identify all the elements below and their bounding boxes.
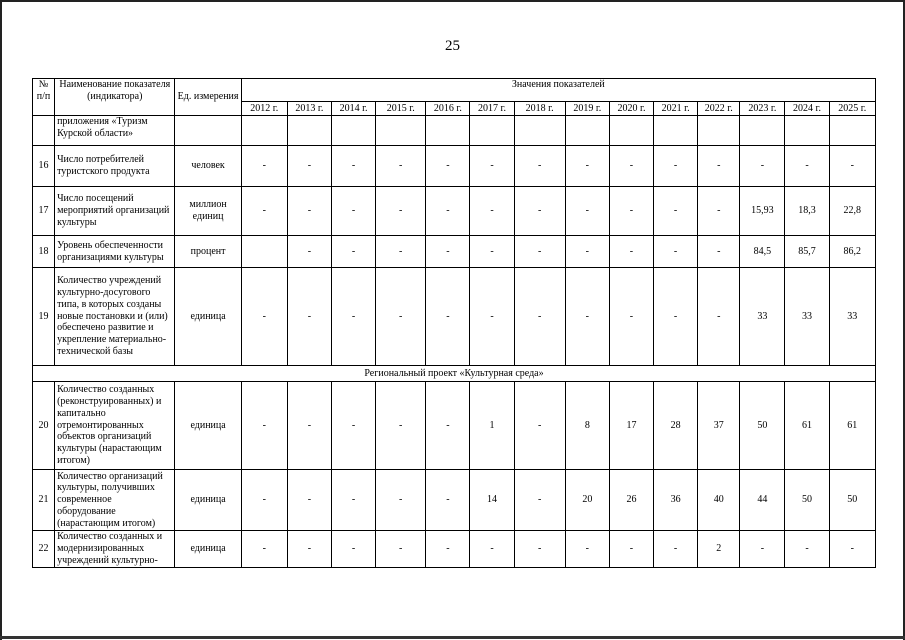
table-row	[33, 382, 876, 470]
table-row	[33, 236, 876, 268]
value-cell: 20	[565, 470, 609, 531]
indicator-name-cell: Количество учреждений культурно-досугового типа, в которых созданы новые постановки и (или) обеспечено развитие и укрепление материально-технической базы	[55, 268, 175, 366]
value-cell: -	[241, 382, 287, 470]
year-header-cell: 2015 г.	[376, 102, 426, 116]
value-cell: 61	[829, 382, 875, 470]
value-cell: -	[470, 146, 514, 187]
scan-edge-bottom	[0, 636, 905, 639]
year-header-cell: 2017 г.	[470, 102, 514, 116]
value-cell: -	[514, 531, 565, 568]
value-cell: 50	[785, 470, 829, 531]
table-row	[33, 187, 876, 236]
row-no-cell: 21	[33, 470, 55, 531]
value-cell: -	[331, 268, 375, 366]
value-cell: 8	[565, 382, 609, 470]
value-cell: 26	[609, 470, 653, 531]
value-cell: -	[426, 236, 470, 268]
value-cell: -	[698, 146, 740, 187]
value-cell: 22,8	[829, 187, 875, 236]
value-cell: -	[331, 470, 375, 531]
value-cell: -	[287, 382, 331, 470]
value-cell: -	[785, 146, 829, 187]
unit-cell: единица	[175, 382, 241, 470]
page-number: 25	[445, 38, 460, 54]
value-cell: -	[376, 236, 426, 268]
value-cell: -	[376, 470, 426, 531]
value-cell: 18,3	[785, 187, 829, 236]
unit-cell: процент	[175, 236, 241, 268]
value-cell: -	[609, 146, 653, 187]
row-no-cell: 19	[33, 268, 55, 366]
value-cell: -	[609, 187, 653, 236]
value-cell: 33	[785, 268, 829, 366]
value-cell: -	[514, 268, 565, 366]
value-cell: -	[376, 146, 426, 187]
year-header-cell: 2024 г.	[785, 102, 829, 116]
value-cell: -	[287, 187, 331, 236]
value-cell: 14	[470, 470, 514, 531]
value-cell: 40	[698, 470, 740, 531]
value-cell: -	[426, 531, 470, 568]
row-no-cell: 22	[33, 531, 55, 568]
table-body	[33, 116, 876, 568]
header-indicator: Наименование показателя (индикатора)	[55, 79, 175, 116]
value-cell: 50	[740, 382, 785, 470]
value-cell: -	[331, 531, 375, 568]
indicator-name-cell: приложения «Туризм Курской области»	[55, 116, 175, 146]
value-cell: -	[376, 187, 426, 236]
value-cell: -	[287, 531, 331, 568]
value-cell: 44	[740, 470, 785, 531]
value-cell: -	[376, 531, 426, 568]
value-cell: 17	[609, 382, 653, 470]
table-row	[33, 146, 876, 187]
scan-edge-left	[0, 0, 2, 640]
value-cell: -	[514, 382, 565, 470]
value-cell: -	[426, 146, 470, 187]
section-row	[33, 366, 876, 382]
row-no-cell: 20	[33, 382, 55, 470]
value-cell: -	[609, 236, 653, 268]
year-header-cell: 2025 г.	[829, 102, 875, 116]
value-cell: -	[470, 236, 514, 268]
table-row	[33, 268, 876, 366]
value-cell: -	[287, 236, 331, 268]
value-cell: 36	[654, 470, 698, 531]
year-header-cell: 2019 г.	[565, 102, 609, 116]
value-cell: -	[514, 470, 565, 531]
value-cell: -	[514, 146, 565, 187]
value-cell: -	[565, 187, 609, 236]
value-cell: 37	[698, 382, 740, 470]
value-cell: -	[514, 187, 565, 236]
unit-cell: единица	[175, 531, 241, 568]
value-cell: -	[654, 236, 698, 268]
indicator-name-cell: Количество созданных и модернизированных учреждений культурно-	[55, 531, 175, 568]
value-cell: -	[241, 146, 287, 187]
value-cell: -	[241, 531, 287, 568]
value-cell: 33	[829, 268, 875, 366]
header-unit: Ед. измерения	[175, 79, 241, 116]
section-title: Региональный проект «Культурная среда»	[33, 366, 876, 382]
value-cell: -	[698, 236, 740, 268]
year-header-cell: 2013 г.	[287, 102, 331, 116]
value-cell: 28	[654, 382, 698, 470]
value-cell: -	[654, 531, 698, 568]
value-cell: -	[470, 268, 514, 366]
value-cell: 1	[470, 382, 514, 470]
row-no-cell: 16	[33, 146, 55, 187]
indicator-name-cell: Число посещений мероприятий организаций культуры	[55, 187, 175, 236]
unit-cell: единица	[175, 268, 241, 366]
value-cell: -	[698, 187, 740, 236]
year-header-cell: 2023 г.	[740, 102, 785, 116]
value-cell: -	[241, 268, 287, 366]
value-cell: -	[287, 146, 331, 187]
value-cell: -	[376, 268, 426, 366]
indicator-name-cell: Количество созданных (реконструированных) и капитально отремонтированных объектов организаций культуры (нарастающим итогом)	[55, 382, 175, 470]
year-header-cell: 2012 г.	[241, 102, 287, 116]
continuation-row	[33, 116, 876, 146]
value-cell: -	[376, 382, 426, 470]
value-cell: -	[829, 146, 875, 187]
value-cell: -	[470, 531, 514, 568]
value-cell: -	[740, 531, 785, 568]
year-header-cell: 2016 г.	[426, 102, 470, 116]
header-row-top	[33, 79, 876, 102]
row-no-cell	[33, 116, 55, 146]
value-cell: 50	[829, 470, 875, 531]
value-cell: 15,93	[740, 187, 785, 236]
value-cell: -	[287, 268, 331, 366]
value-cell: -	[470, 187, 514, 236]
value-cell: -	[426, 187, 470, 236]
value-cell: -	[654, 268, 698, 366]
value-cell: -	[609, 531, 653, 568]
value-cell: -	[426, 382, 470, 470]
value-cell: -	[740, 146, 785, 187]
unit-cell: человек	[175, 146, 241, 187]
value-cell: -	[426, 470, 470, 531]
year-header-cell: 2021 г.	[654, 102, 698, 116]
table-row	[33, 470, 876, 531]
indicator-name-cell: Количество организаций культуры, получивших современное оборудование (нарастающим итогом)	[55, 470, 175, 531]
year-header-cell: 2014 г.	[331, 102, 375, 116]
value-cell: 86,2	[829, 236, 875, 268]
value-cell: -	[241, 187, 287, 236]
year-header-cell: 2018 г.	[514, 102, 565, 116]
row-no-cell: 17	[33, 187, 55, 236]
header-no: № п/п	[33, 79, 55, 116]
indicators-table	[32, 78, 876, 568]
table-row	[33, 531, 876, 568]
value-cell: -	[241, 470, 287, 531]
value-cell: -	[287, 470, 331, 531]
indicator-name-cell: Уровень обеспеченности организациями культуры	[55, 236, 175, 268]
value-cell: 33	[740, 268, 785, 366]
value-cell: -	[654, 187, 698, 236]
value-cell: -	[829, 531, 875, 568]
indicator-name-cell: Число потребителей туристского продукта	[55, 146, 175, 187]
year-header-cell: 2020 г.	[609, 102, 653, 116]
unit-cell	[175, 116, 241, 146]
value-cell: 2	[698, 531, 740, 568]
header-values: Значения показателей	[241, 79, 875, 102]
value-cell: -	[331, 236, 375, 268]
value-cell: -	[426, 268, 470, 366]
scan-edge-top	[0, 0, 905, 2]
value-cell: 84,5	[740, 236, 785, 268]
value-cell: -	[785, 531, 829, 568]
value-cell: -	[698, 268, 740, 366]
value-cell: 85,7	[785, 236, 829, 268]
unit-cell: миллион единиц	[175, 187, 241, 236]
value-cell: -	[565, 146, 609, 187]
value-cell: -	[609, 268, 653, 366]
value-cell	[241, 236, 287, 268]
value-cell: 61	[785, 382, 829, 470]
value-cell: -	[565, 531, 609, 568]
year-header-cell: 2022 г.	[698, 102, 740, 116]
row-no-cell: 18	[33, 236, 55, 268]
unit-cell: единица	[175, 470, 241, 531]
value-cell: -	[565, 268, 609, 366]
value-cell: -	[331, 146, 375, 187]
value-cell: -	[514, 236, 565, 268]
value-cell: -	[565, 236, 609, 268]
value-cell: -	[331, 187, 375, 236]
value-cell: -	[331, 382, 375, 470]
value-cell: -	[654, 146, 698, 187]
